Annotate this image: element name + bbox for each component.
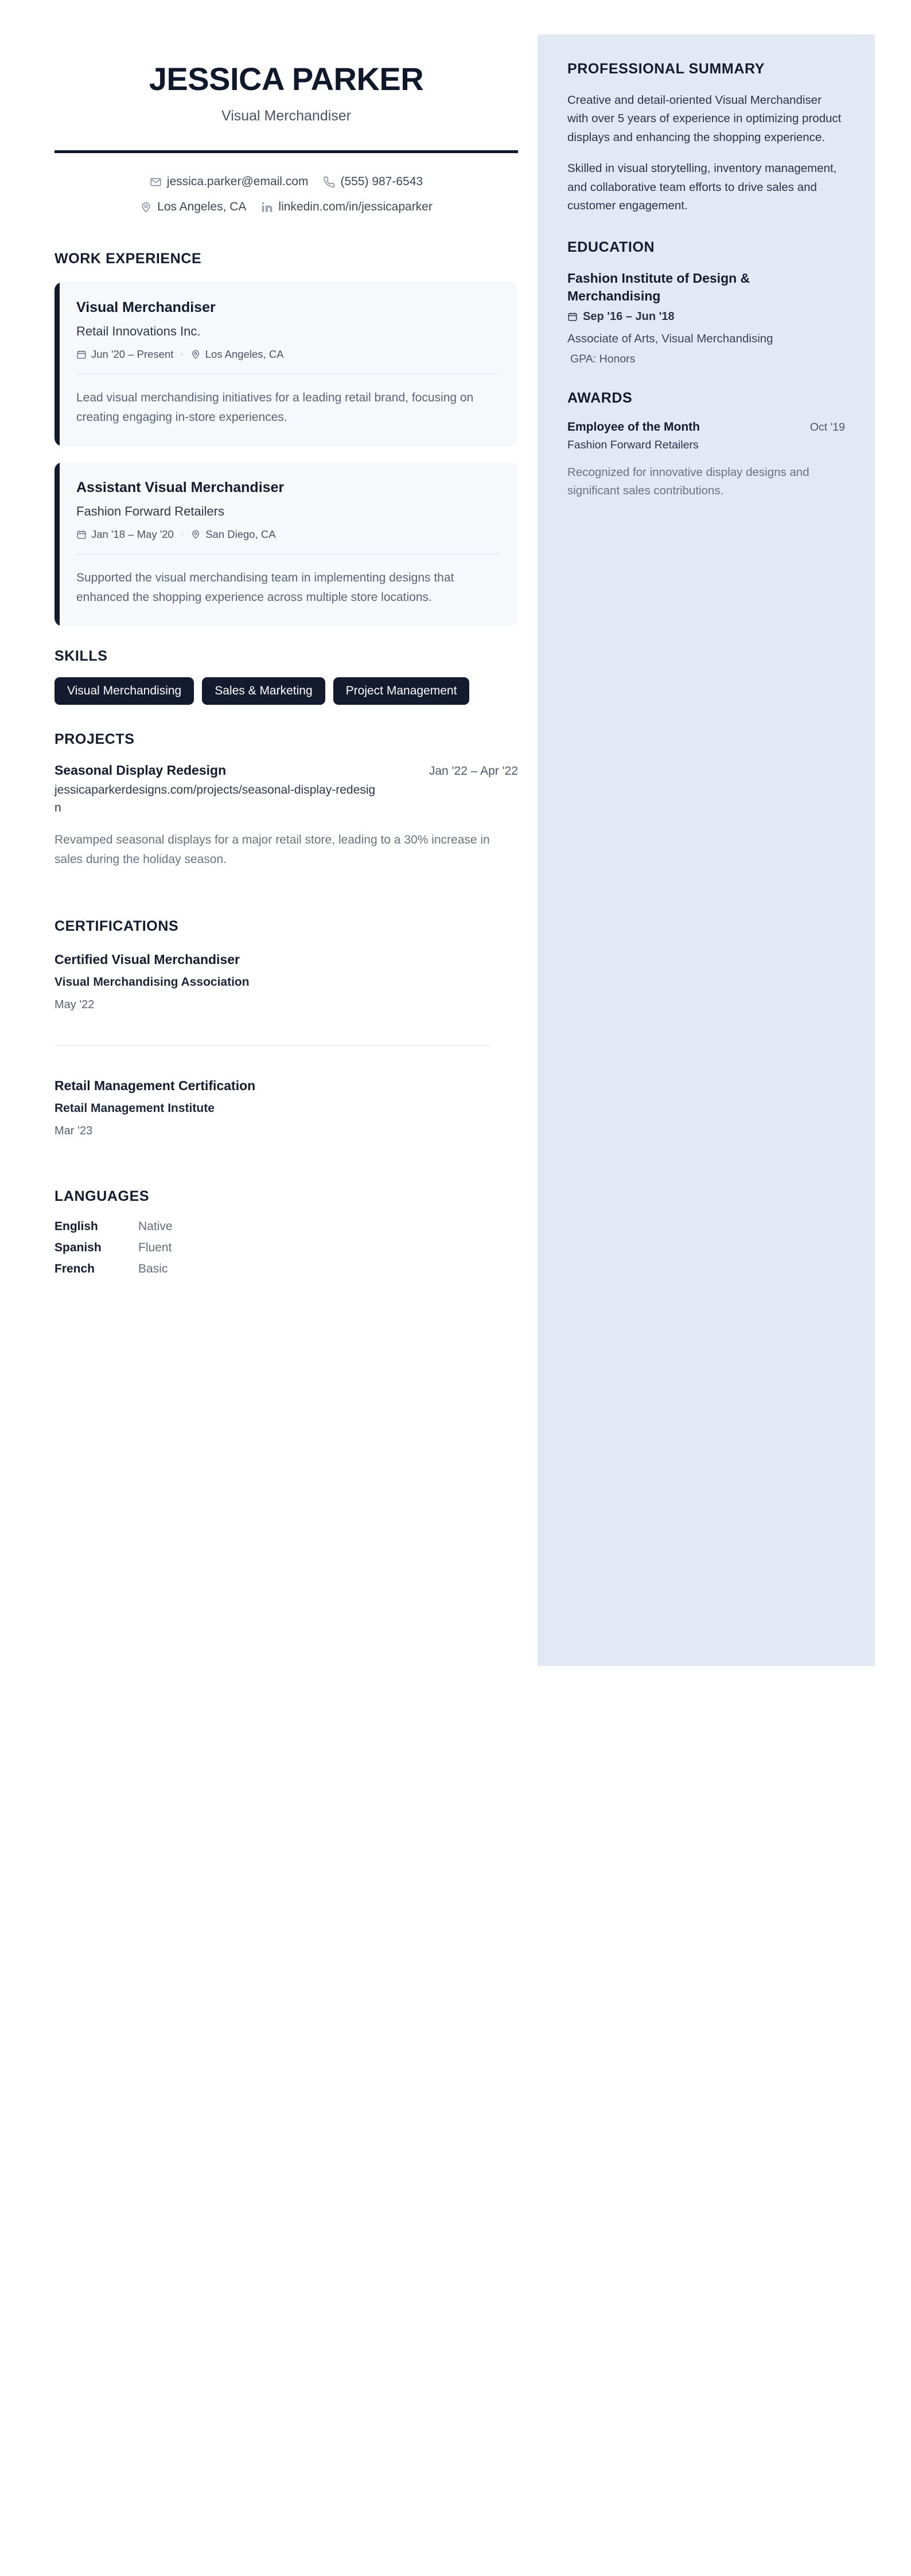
job-title: Visual Merchandiser [76,299,216,315]
job-title: Assistant Visual Merchandiser [76,479,285,496]
certifications-section [54,918,518,1138]
education-degree: Associate of Arts, Visual Merchandising [567,331,773,345]
award-date: Oct '19 [809,420,845,434]
award-title: Employee of the Month [567,420,700,434]
projects-section [54,731,518,869]
certification-organization: Visual Merchandising Association [54,975,250,989]
language-name: Spanish [54,1241,102,1255]
job-location [190,528,275,541]
job-dates [76,348,173,361]
project-name: Seasonal Display Redesign [54,763,227,778]
languages-section [54,1188,518,1276]
section-heading-certifications: CERTIFICATIONS [54,918,179,935]
contact-linkedin[interactable] [261,200,432,214]
summary-paragraph: Creative and detail-oriented Visual Merchandiser with over 5 years of experience in optimizing product displays and enhancing the shopping experience. [567,93,842,144]
language-row [54,1241,518,1255]
skill-pill: Project Management [333,677,470,705]
award-organization: Fashion Forward Retailers [567,438,699,451]
header-divider [54,150,518,153]
skills-section [54,648,518,705]
work-experience-list [54,282,518,626]
certification-item [54,952,518,1012]
candidate-name: JESSICA PARKER [149,61,424,97]
linkedin-icon [261,201,273,213]
certification-date: May '22 [54,998,95,1012]
language-row [54,1262,518,1276]
job-location-text: Los Angeles, CA [205,348,284,360]
job-meta [76,528,499,555]
work-experience-card [54,462,518,626]
job-description: Lead visual merchandising initiatives for a leading retail brand, focusing on creating engaging in-store experiences. [76,391,474,424]
calendar-icon [76,529,87,540]
section-heading-languages: LANGUAGES [54,1188,150,1205]
work-experience-card [54,282,518,446]
job-location [190,348,284,361]
contact-email-text: jessica.parker@email.com [166,175,309,188]
contact-phone-text: (555) 987-6543 [340,175,423,188]
language-level: Basic [138,1262,168,1276]
map-pin-icon [140,201,152,213]
language-name: French [54,1262,95,1276]
languages-list [54,1220,518,1276]
envelope-icon [150,176,162,188]
contact-line-2 [140,200,433,214]
education-dates-text: Sep '16 – Jun '18 [583,310,675,323]
award-header [567,420,845,434]
section-heading-awards: AWARDS [567,389,633,406]
certification-name: Retail Management Certification [54,1078,256,1094]
award-description: Recognized for innovative display designs and significant sales contributions. [567,465,809,497]
job-dates [76,528,174,541]
certification-divider [54,1045,490,1046]
contact-line-1 [150,175,423,189]
job-dates-text: Jan '18 – May '20 [91,528,174,541]
meta-separator: · [180,529,184,540]
project-dates: Jan '22 – Apr '22 [429,764,518,778]
map-pin-icon [190,529,201,540]
skills-list [54,677,490,705]
contact-linkedin-text: linkedin.com/in/jessicaparker [278,200,433,213]
language-name: English [54,1220,98,1234]
section-heading-projects: PROJECTS [54,731,135,748]
meta-separator: · [180,349,184,359]
skill-pill: Sales & Marketing [202,677,325,705]
contact-email[interactable] [150,175,309,189]
map-pin-icon [190,349,201,360]
main-column [54,0,518,1283]
award-item [567,420,845,500]
job-description: Supported the visual merchandising team in implementing designs that enhanced the shopping experience across multiple store locations. [76,571,454,604]
education-gpa: GPA: Honors [570,352,636,365]
skill-pill: Visual Merchandising [54,677,194,705]
education-item [567,270,845,365]
language-level: Native [138,1220,173,1234]
section-heading-professional-summary: PROFESSIONAL SUMMARY [567,61,765,77]
education-school: Fashion Institute of Design & Merchandising [567,271,750,303]
calendar-icon [567,311,578,322]
job-company: Retail Innovations Inc. [76,324,201,338]
project-url[interactable]: jessicaparkerdesigns.com/projects/seasonal-display-redesign [54,783,376,814]
project-description: Revamped seasonal displays for a major retail store, leading to a 30% increase in sales during the holiday season. [54,833,490,866]
contact-location-text: Los Angeles, CA [157,200,247,213]
certification-name: Certified Visual Merchandiser [54,952,240,967]
education-dates [567,310,845,323]
calendar-icon [76,349,87,360]
sidebar [538,34,875,1666]
section-heading-education: EDUCATION [567,239,655,256]
job-dates-text: Jun '20 – Present [91,348,174,360]
language-row [54,1220,518,1234]
candidate-role: Visual Merchandiser [221,108,352,124]
contact-phone[interactable] [323,175,423,189]
phone-icon [323,176,335,188]
section-heading-work-experience: WORK EXPERIENCE [54,251,202,267]
job-company: Fashion Forward Retailers [76,504,224,519]
contact-location [140,200,246,214]
summary-paragraph: Skilled in visual storytelling, inventory management, and collaborative team efforts to drive sales and customer engagement. [567,162,837,212]
section-heading-skills: SKILLS [54,648,108,665]
contact-block [54,175,518,214]
job-meta [76,348,499,374]
project-item [54,763,518,869]
certification-date: Mar '23 [54,1125,93,1138]
job-location-text: San Diego, CA [205,528,276,541]
language-level: Fluent [138,1241,172,1255]
project-header [54,763,518,778]
certification-organization: Retail Management Institute [54,1102,215,1115]
certification-item [54,1078,518,1138]
